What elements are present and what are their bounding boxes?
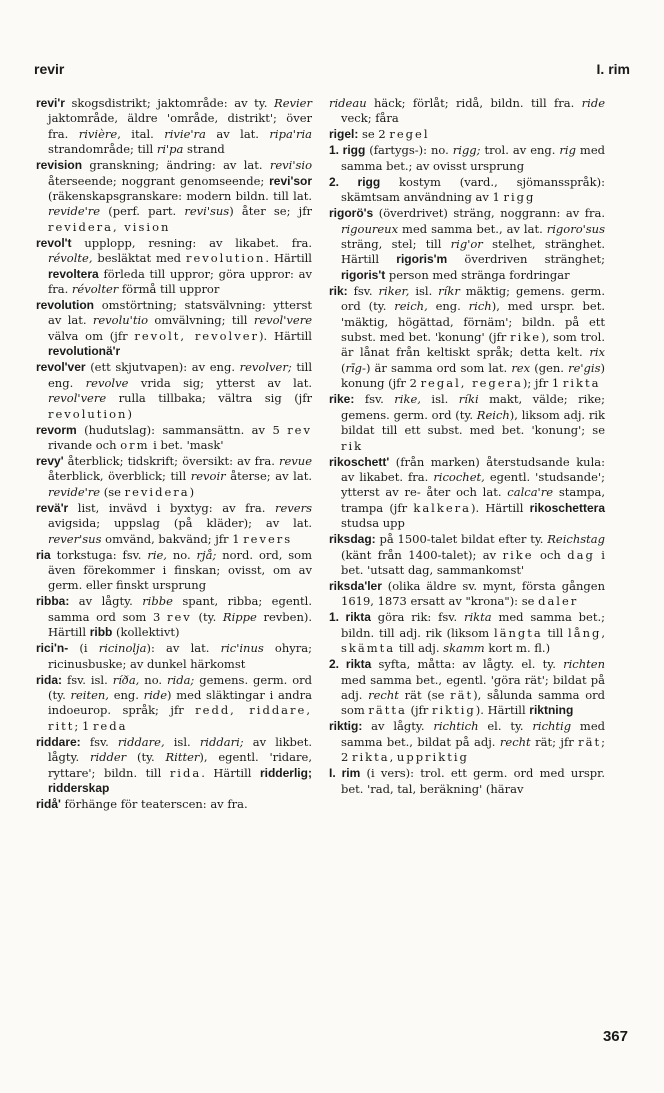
italic-text: ribbe [142, 594, 173, 609]
definition-text: välva om (jfr [48, 328, 135, 343]
italic-text: ri'pa [156, 142, 184, 157]
italic-text: rig [559, 143, 576, 158]
definition-text: omvälvning; till [148, 313, 254, 328]
headword: 1. rigg [329, 143, 366, 158]
definition-text: list, invävd i byxtyg: av fra. [68, 500, 275, 515]
definition-text: (ty. [191, 609, 223, 624]
italic-text: rīg- [345, 360, 366, 375]
definition-text: rulla tillbaka; vältra sig (jfr [106, 391, 312, 406]
dictionary-entry [36, 501, 312, 547]
definition-text: ) är samma ord som lat. [365, 360, 512, 375]
definition-text: vrida sig; ytterst av lat. [128, 375, 312, 390]
dictionary-entry [36, 594, 312, 640]
definition-text: sträng, stel; till [341, 237, 451, 252]
definition-text: fsv. isl. [62, 672, 113, 687]
definition-text: (gen. [530, 360, 569, 375]
italic-text: ríki [458, 392, 479, 407]
definition-text: av lågty. [69, 594, 143, 609]
italic-text: rigoro'sus [546, 221, 605, 236]
definition-text: ). Härtill [259, 328, 312, 343]
definition-text: granskning; ändring: av lat. [82, 158, 270, 173]
definition-text: till eng. [48, 360, 312, 390]
italic-text: skamm [443, 641, 485, 656]
headword: ria [36, 547, 51, 562]
italic-text: ricinolja [98, 641, 147, 656]
definition-text: skogsdistrikt; jaktområde: av ty. [64, 96, 275, 110]
definition-text: kostym (vard., sjömansspråk): skämtsam användning av 1 [341, 174, 605, 205]
definition-text: (hudutslag): sammansättn. av 5 [76, 422, 288, 437]
derived-headword: revolutionä'r [48, 344, 121, 359]
dictionary-entry [36, 548, 312, 594]
headword: rici'n- [36, 641, 69, 656]
definition-text: ): av lat. [146, 641, 221, 656]
italic-text: revide're [48, 204, 101, 219]
definition-text: av lågty. [362, 719, 434, 734]
cross-reference: regal, regera [420, 376, 523, 391]
definition-text: i bet. 'utsatt dag, sammankomst' [341, 547, 605, 577]
definition-text: häck; förlåt; ridå, bildn. till fra. [366, 96, 582, 110]
cross-reference: skämta [341, 641, 396, 656]
headword: revol'ver [36, 360, 86, 375]
definition-text: nord. ord, som även förekommer i finskan; ovisst, om av germ. eller finskt ursprung [48, 547, 312, 593]
definition-text: (i [68, 641, 99, 656]
derived-headword: revi'sor [269, 173, 312, 188]
cross-reference: rida [169, 765, 202, 780]
italic-text: rie, [147, 547, 167, 562]
cross-reference: längta [493, 625, 543, 640]
definition-text: ), med urspr. bet. 'mäktig, högättad, förnäm'; bildn. på ett subst. med bet. 'konung' (jfr [341, 299, 605, 345]
definition-text: ). Härtill [471, 500, 530, 515]
definition-text: ) [127, 406, 132, 421]
dictionary-entry [329, 206, 605, 283]
italic-text: revue [278, 453, 312, 468]
definition-text: , [389, 750, 397, 765]
italic-text: revoir [190, 469, 226, 484]
running-head-left: revir [34, 61, 65, 77]
cross-reference: lång [568, 625, 602, 640]
definition-text: se 2 [358, 127, 390, 142]
cross-reference: rigg [503, 190, 536, 205]
page-number: 367 [602, 1028, 628, 1045]
definition-text: mäktig; gemens. germ. ord (ty. [341, 283, 605, 314]
definition-text: revben). Härtill [48, 609, 312, 640]
definition-text: kort m. fl.) [484, 641, 551, 656]
definition-text: ) [189, 484, 195, 499]
italic-text: révolter [71, 282, 119, 297]
italic-text: revolve [85, 375, 129, 390]
headword: revorm [36, 422, 77, 437]
definition-text: jaktområde, äldre 'område, distrikt'; över fra. [48, 111, 312, 141]
definition-text: fsv. [354, 392, 395, 407]
headword: revy' [36, 453, 64, 468]
definition-text: med samma bet., egentl. 'göra rät'; bildat på adj. [341, 672, 605, 702]
definition-text: till adj. [395, 641, 444, 656]
italic-text: rigoureux [341, 221, 399, 236]
dictionary-entry [36, 236, 312, 298]
italic-text: revi'sio [269, 158, 312, 173]
definition-text: , [601, 625, 605, 640]
definition-text: ) konung (jfr 2 [341, 360, 605, 391]
italic-text: revide're [48, 484, 101, 499]
dictionary-entry [329, 719, 605, 765]
headword: rikoschett' [329, 454, 390, 469]
dictionary-entry [36, 797, 312, 812]
definition-text: ) åter se; jfr [229, 204, 312, 219]
definition-text: isl. [420, 392, 459, 407]
definition-text: (i vers): trol. ett germ. ord med urspr. bet. 'rad, tal, beräkning' (härav [341, 766, 605, 796]
italic-text: rich [468, 299, 492, 314]
italic-text: rjå; [196, 547, 217, 562]
cross-reference: revidera, vision [48, 219, 171, 234]
definition-text: med samma bet., bildat på adj. [341, 719, 605, 749]
definition-text: överdriven stränghet; [447, 252, 605, 267]
cross-reference: rev [287, 422, 312, 437]
dictionary-entry [329, 766, 605, 797]
headword: rigorö's [329, 206, 374, 221]
definition-text: ), som trol. är lånat från keltiskt språk; detta kelt. [341, 330, 606, 360]
italic-text: riker, [378, 283, 410, 298]
italic-text: rikta [463, 610, 492, 625]
dictionary-entry [329, 96, 605, 127]
definition-text: i bet. 'mask' [149, 437, 224, 452]
dictionary-entry [36, 641, 312, 672]
definition-text: no. [166, 547, 197, 562]
headword: riksdag: [329, 532, 376, 547]
definition-text: fsv. [80, 734, 118, 749]
definition-text: ( [341, 360, 346, 375]
definition-text: ), liksom adj. rik bildat till ett subst. med bet. 'konung'; se [341, 407, 605, 438]
italic-text: rig'or [450, 237, 483, 252]
headword: riddare: [36, 734, 81, 749]
italic-text: revers [274, 500, 312, 515]
definition-text: (känt från 1400-talet); av [341, 547, 503, 562]
definition-text: . Härtill [201, 765, 260, 780]
italic-text: reich, [394, 299, 428, 314]
headword: revolution [36, 298, 95, 313]
definition-text: på 1500-talet bildat efter ty. [375, 532, 548, 547]
italic-text: rever'sus [48, 531, 102, 546]
italic-text: ric'inus [220, 641, 264, 656]
definition-text: isl. [409, 283, 439, 298]
definition-text: till [542, 625, 569, 640]
definition-text: ), egentl. 'ridare, ryttare'; bildn. till [48, 750, 312, 780]
definition-text: förmå till uppror [118, 282, 220, 297]
running-head-right: I. rim [596, 61, 630, 77]
definition-text: avigsida; uppslag (på kläder); av lat. [48, 516, 312, 531]
cross-reference: revidera [124, 484, 190, 499]
definition-text: eng. [427, 299, 469, 314]
definition-text: egentl. 'studsande'; ytterst av re- åter och lat. [341, 469, 605, 500]
definition-text: studsa upp [341, 516, 405, 531]
italic-text: rivie'ra [164, 126, 206, 141]
italic-text: revol'vere [48, 391, 107, 406]
definition-text: fsv. [347, 283, 379, 298]
definition-text: (överdrivet) sträng, noggrann: av fra. [373, 206, 605, 221]
dictionary-entry [329, 579, 605, 610]
definition-text: ), sålunda samma ord som [341, 687, 605, 718]
definition-text: strand [183, 142, 225, 157]
definition-text: av lat. [205, 126, 270, 141]
dictionary-entry [329, 127, 605, 142]
italic-text: Reichstag [547, 532, 605, 547]
definition-text: stelhet, stränghet. Härtill [341, 237, 605, 267]
dictionary-entry [329, 532, 605, 578]
cross-reference: revolution [48, 406, 128, 421]
italic-text: re'gis [568, 360, 601, 375]
cross-reference: rät [578, 734, 602, 749]
italic-text: rideau [329, 96, 367, 110]
definition-text: trol. av eng. [480, 143, 560, 158]
headword: rik: [329, 283, 348, 298]
definition-text: omstörtning; statsvälvning: ytterst av lat. [48, 298, 312, 328]
italic-text: revol'vere [253, 313, 312, 328]
definition-text: ; 1 [74, 718, 93, 733]
definition-text: torkstuga: fsv. [50, 547, 148, 562]
definition-text: och [533, 547, 568, 562]
dictionary-entry [36, 454, 312, 500]
definition-text: besläktat med [92, 251, 186, 266]
definition-text: omvänd, bakvänd; jfr 1 [101, 531, 244, 546]
cross-reference: riktig [431, 703, 476, 718]
definition-text: . Härtill [265, 251, 312, 266]
italic-text: rix [589, 345, 605, 360]
definition-text: ; 2 [341, 734, 606, 765]
definition-text: person med stränga fordringar [385, 267, 570, 282]
definition-text: eng. [108, 687, 144, 702]
definition-text: (från marken) återstudsande kula: av likabet. fra. [341, 454, 605, 484]
cross-reference: daler [538, 594, 579, 609]
cross-reference: revolution [185, 251, 266, 266]
italic-text: richten [563, 657, 605, 672]
definition-text: med samma bet., av lat. [398, 221, 547, 236]
definition-text: (se [100, 484, 125, 499]
cross-reference: rik [341, 438, 364, 453]
italic-text: revi'sus [184, 204, 230, 219]
cross-reference: redd, riddare, ritt [48, 703, 312, 733]
italic-text: ríða, [112, 672, 140, 687]
definition-text: ); jfr 1 [522, 376, 563, 391]
italic-text: richtich [433, 719, 479, 734]
italic-text: Ritter [165, 750, 200, 765]
definition-text: (olika äldre sv. mynt, första gången 1619, 1873 ersatt av "krona"): se [341, 578, 605, 609]
headword: riktig: [329, 719, 363, 734]
dictionary-entry [36, 735, 312, 797]
definition-text: rät (se [398, 687, 451, 702]
definition-text: med samma bet.; av ovisst ursprung [341, 143, 605, 173]
definition-text: återse; av lat. [225, 469, 312, 484]
definition-text: el. ty. [478, 719, 533, 734]
dictionary-entry [36, 158, 312, 235]
definition-text: makt, välde; rike; gemens. germ. ord (ty. [341, 392, 605, 422]
italic-text: revolver; [239, 360, 292, 375]
dictionary-entry [329, 392, 605, 454]
italic-text: ricochet, [433, 469, 485, 484]
italic-text: rida; [167, 672, 195, 687]
definition-text: isl. [164, 734, 200, 749]
headword: revision [36, 158, 83, 173]
definition-text: återblick; tidskrift; översikt: av fra. [63, 453, 279, 468]
cross-reference: rike [510, 330, 542, 345]
definition-text: med samma bet.; bildn. till adj. rik (liksom [341, 610, 605, 640]
headword: revol't [36, 235, 72, 250]
definition-text: ) med släktingar i andra indoeurop. språk; jfr [48, 687, 312, 718]
headword: rike: [329, 392, 355, 407]
cross-reference: orm [120, 437, 150, 452]
cross-reference: dag [567, 547, 595, 562]
italic-text: ripa'ria [269, 126, 312, 141]
definition-text: ohyra; ricinusbuske; av dunkel härkomst [48, 641, 312, 671]
italic-text: calca're [507, 485, 554, 500]
derived-headword: rigoris't [341, 267, 386, 282]
definition-text: no. [139, 672, 168, 687]
cross-reference: revers [243, 531, 293, 546]
dictionary-entry [36, 96, 312, 158]
italic-text: riddare, [117, 734, 165, 749]
definition-text: återseende; noggrant genomseende; [48, 173, 270, 188]
definition-text: , ital. [117, 126, 165, 141]
dictionary-entry [329, 455, 605, 532]
dictionary-entry [329, 143, 605, 174]
italic-text: ríkr [438, 283, 460, 298]
cross-reference: regel [389, 127, 430, 142]
definition-text: rät; jfr [530, 734, 579, 749]
headword: rigel: [329, 127, 359, 142]
cross-reference: kalkera [413, 500, 471, 515]
italic-text: Reich [476, 407, 510, 422]
headword: rida: [36, 672, 63, 687]
headword: 1. rikta [329, 610, 371, 625]
cross-reference: uppriktig [396, 750, 469, 765]
cross-reference: rikta [351, 750, 390, 765]
cross-reference: rät [450, 687, 474, 702]
headword: 2. rigg [329, 174, 381, 189]
italic-text: révolte, [48, 251, 93, 266]
right-column [329, 96, 605, 798]
headword: ribba: [36, 594, 70, 609]
dictionary-entry [329, 610, 605, 656]
italic-text: Rippe [222, 609, 257, 624]
headword: I. rim [329, 766, 361, 781]
definition-text: ). Härtill [475, 703, 530, 718]
cross-reference: rike [502, 547, 534, 562]
definition-text: (räkenskapsgranskare: modern bildn. till lat. [48, 189, 312, 204]
italic-text: reiten, [70, 687, 109, 702]
italic-text: richtig [532, 719, 572, 734]
definition-text: strandområde; till [48, 142, 157, 157]
cross-reference: rikta [562, 376, 601, 391]
definition-text: göra rik: fsv. [370, 610, 464, 625]
dictionary-entry [329, 657, 605, 719]
dictionary-entry [36, 360, 312, 422]
derived-headword: rigoris'm [396, 252, 448, 267]
definition-text: rivande och [48, 437, 121, 452]
derived-headword: revoltera [48, 266, 99, 281]
definition-text: stampa, trampa (jfr [341, 485, 605, 515]
dictionary-entry [36, 423, 312, 454]
definition-text: veck; fåra [341, 111, 399, 126]
italic-text: rex [511, 360, 531, 375]
definition-text: (jfr [406, 703, 432, 718]
headword: ridå' [36, 797, 61, 811]
italic-text: Revier [274, 96, 312, 110]
dictionary-entry [36, 673, 312, 735]
italic-text: rike, [394, 392, 421, 407]
derived-headword: riktning [529, 703, 574, 718]
definition-text: spant, ribba; egentl. samma ord som 3 [48, 594, 313, 624]
italic-text: recht [499, 734, 531, 749]
definition-text: förleda till uppror; göra uppror: av fra. [48, 266, 312, 297]
cross-reference: rev [167, 609, 192, 624]
italic-text: riddari; [199, 734, 244, 749]
cross-reference: reda [92, 718, 128, 733]
definition-text: återblick, överblick; till [48, 469, 191, 484]
italic-text: ridder [89, 750, 127, 765]
left-column [36, 96, 312, 813]
dictionary-entry [329, 175, 605, 206]
italic-text: recht [368, 687, 399, 702]
dictionary-entry [36, 298, 312, 360]
derived-headword: ridderlig; ridderskap [48, 765, 312, 795]
definition-text: (fartygs-): no. [365, 143, 453, 158]
definition-text: gemens. germ. ord (ty. [48, 672, 312, 702]
cross-reference: rätta [368, 703, 407, 718]
definition-text: upplopp, resning: av likabet. fra. [71, 235, 312, 250]
definition-text: (ty. [126, 750, 166, 765]
definition-text: (kollektivt) [112, 625, 180, 640]
definition-text: förhänge för teaterscen: av fra. [60, 797, 248, 811]
headword: revä'r [36, 500, 69, 515]
italic-text: ride [581, 96, 605, 110]
italic-text: revolu'tio [92, 313, 149, 328]
headword: 2. rikta [329, 657, 372, 672]
definition-text: (perf. part. [100, 204, 185, 219]
headword: riksda'ler [329, 578, 382, 593]
headword: revi'r [36, 96, 65, 110]
cross-reference: revolt, revolver [134, 328, 260, 343]
italic-text: ride [143, 687, 168, 702]
italic-text: rigg; [452, 143, 481, 158]
italic-text: rivière [78, 126, 118, 141]
definition-text: av likbet. lågty. [48, 734, 313, 765]
definition-text: (ett skjutvapen): av eng. [85, 360, 240, 375]
definition-text: syfta, måtta: av lågty. el. ty. [371, 657, 564, 672]
derived-headword: ribb [89, 625, 113, 640]
derived-headword: rikoschettera [529, 500, 605, 515]
dictionary-entry [329, 284, 605, 392]
